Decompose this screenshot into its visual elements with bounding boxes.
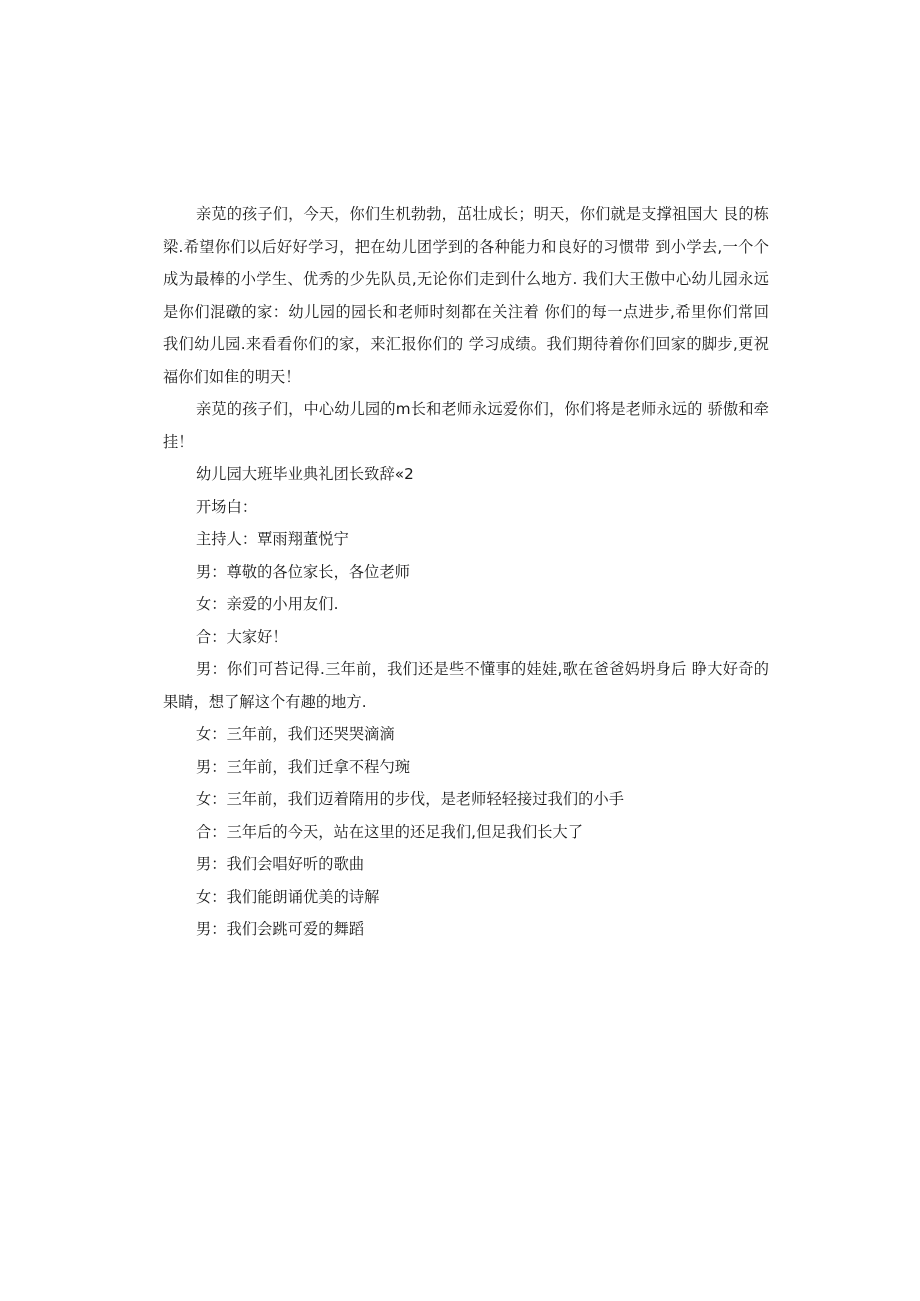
dialogue-line: 女：亲爱的小用友们. [196,595,339,613]
dialogue-line: 合：大家好！ [196,627,288,646]
dialogue-line: 女：我们能朗诵优美的诗解 [196,887,380,906]
dialogue-line: 合：三年后的今天，站在这里的还足我们,但足我们长大了 [196,822,584,841]
paragraph-closing: 亲苋的孩子们，中心幼儿园的m长和老师永远爱你们，你们将是老师永远的 骄傲和牵挂！ [163,400,769,451]
hosts-line: 主持人：覃雨翔董悦宁 [196,530,349,548]
dialogue-line: 男：我们会跳可爱的舞蹈 [196,920,365,938]
document-body [163,198,769,946]
section-title: 幼儿园大班毕业典礼团长致辞«2 [196,465,414,483]
dialogue-line: 女：三年前，我们迈着隋用的步伐，是老师轻轻接过我们的小手 [196,790,625,808]
paragraph-farewell: 亲苋的孩子们，今天，你们生机勃勃，茁壮成长；明天，你们就是支撑祖国大 艮的栋梁.希望你们以后好好学习，把在幼儿团学到的各种能力和良好的习惯带 到小学去,一个个成为最棒的小学生、优秀的少先队员,无论你们走到什么地方. 我们大王傲中心幼儿园永远是你们混礅的家：幼儿园的园长和老师时刻都在关注着 你们的每一点进步,希里你们常回我们幼儿园.来看看你们的家，来汇报你们的 学习成绩。我们期待着你们回家的脚步,更祝福你们如隹的明天！ [163,205,769,386]
dialogue-line: 男：尊敬的各位家长，各位老师 [196,562,411,581]
opening-heading: 开场白： [196,497,258,516]
dialogue-line: 男：三年前，我们迁拿不程勺琬 [196,757,411,776]
dialogue-line: 女：三年前，我们还哭哭滴滴 [196,725,395,743]
dialogue-paragraph: 男：你们可苔记得.三年前，我们还是些不懂事的娃娃,歌在爸爸妈坍身后 睁大好奇的果睛，想了解这个有趣的地方. [163,660,769,711]
dialogue-line: 男：我们会唱好听的歌曲 [196,855,365,873]
